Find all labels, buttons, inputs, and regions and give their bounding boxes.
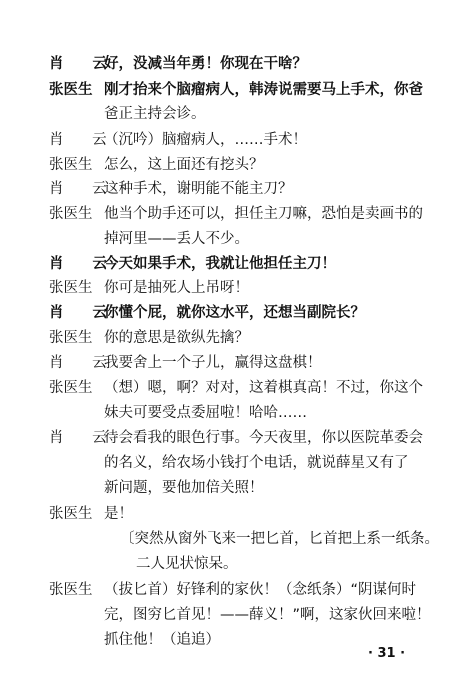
dialogue-text: （想）嗯，啊？对对，这着棋真高！不过，你这个 <box>104 380 423 396</box>
dialogue-text: 今天如果手术，我就让他担任主刀！ <box>104 256 336 272</box>
dialogue-text: 刚才抬来个脑瘤病人，韩涛说需要马上手术，你爸 <box>104 82 423 98</box>
dialogue-line <box>0 326 464 350</box>
dialogue-text: 爸正主持会诊。 <box>104 106 206 122</box>
dialogue-line <box>0 78 464 102</box>
dialogue-line <box>0 502 464 526</box>
speaker-name: 张医生 <box>49 330 93 346</box>
dialogue-continuation <box>0 227 464 251</box>
speaker-name: 肖 云 <box>49 256 120 272</box>
dialogue-text: 我要舍上一个子儿，赢得这盘棋！ <box>104 355 322 371</box>
dialogue-line <box>0 426 464 450</box>
dialogue-text: 你懂个屁，就你这水平，还想当副院长？ <box>104 305 365 321</box>
dialogue-text: 待会看我的眼色行事。今天夜里，你以医院革委会 <box>104 430 423 446</box>
dialogue-continuation <box>0 102 464 126</box>
speaker-name: 张医生 <box>49 82 93 98</box>
dialogue-text: （拔匕首）好锋利的家伙！（念纸条）“阴谋何时 <box>104 582 417 598</box>
dialogue-continuation <box>0 451 464 475</box>
speaker-name: 肖 云 <box>49 132 119 148</box>
dialogue-text: 怎么，这上面还有挖头？ <box>104 157 264 173</box>
dialogue-line <box>0 376 464 400</box>
dialogue-line <box>0 202 464 226</box>
dialogue-text: 的名义，给农场小钱打个电话，就说薛星又有了 <box>104 455 409 471</box>
dialogue-continuation <box>0 603 464 627</box>
dialogue-text: 抓住他！（追追） <box>104 632 220 648</box>
speaker-name: 张医生 <box>49 157 93 173</box>
speaker-name: 张医生 <box>49 582 93 598</box>
speaker-name: 张医生 <box>49 506 93 522</box>
speaker-name: 张医生 <box>49 380 93 396</box>
dialogue-line <box>0 153 464 177</box>
speaker-name: 肖 云 <box>49 355 119 371</box>
dialogue-text: 他当个助手还可以，担任主刀嘛，恐怕是卖画书的 <box>104 206 423 222</box>
dialogue-text: 你的意思是欲纵先擒？ <box>104 330 249 346</box>
dialogue-text: 好，没减当年勇！你现在干啥？ <box>104 56 307 72</box>
stage-direction <box>0 527 464 551</box>
dialogue-line <box>0 578 464 602</box>
dialogue-text: 新问题，要他加倍关照！ <box>104 480 264 496</box>
dialogue-text: 这种手术，谢明能不能主刀？ <box>104 181 293 197</box>
dialogue-text: 完，图穷匕首见！——薛义！”啊，这家伙回来啦！ <box>104 607 431 623</box>
dialogue-line <box>0 52 464 76</box>
dialogue-line <box>0 351 464 375</box>
speaker-name: 肖 云 <box>49 430 119 446</box>
dialogue-text: 是！ <box>104 506 133 522</box>
dialogue-text: 掉河里——丢人不少。 <box>104 231 249 247</box>
dialogue-line <box>0 252 464 276</box>
dialogue-text: （沉吟）脑瘤病人，……手术！ <box>104 132 307 148</box>
dialogue-continuation <box>0 401 464 425</box>
speaker-name: 肖 云 <box>49 305 120 321</box>
speaker-name: 肖 云 <box>49 181 119 197</box>
speaker-name: 张医生 <box>49 280 93 296</box>
dialogue-line <box>0 276 464 300</box>
stage-direction-text: 〔突然从窗外飞来一把匕首，匕首把上系一纸条。 <box>120 531 439 547</box>
speaker-name: 张医生 <box>49 206 93 222</box>
dialogue-continuation <box>0 476 464 500</box>
dialogue-text: 妹夫可要受点委屈啦！哈哈…… <box>104 405 307 421</box>
dialogue-line <box>0 177 464 201</box>
stage-direction-text: 二人见状惊呆。 <box>136 556 238 572</box>
page-number: · 31 · <box>368 646 406 661</box>
dialogue-line <box>0 128 464 152</box>
dialogue-line <box>0 301 464 325</box>
stage-direction <box>0 552 464 576</box>
dialogue-text: 你可是抽死人上吊呀！ <box>104 280 249 296</box>
speaker-name: 肖 云 <box>49 56 120 72</box>
